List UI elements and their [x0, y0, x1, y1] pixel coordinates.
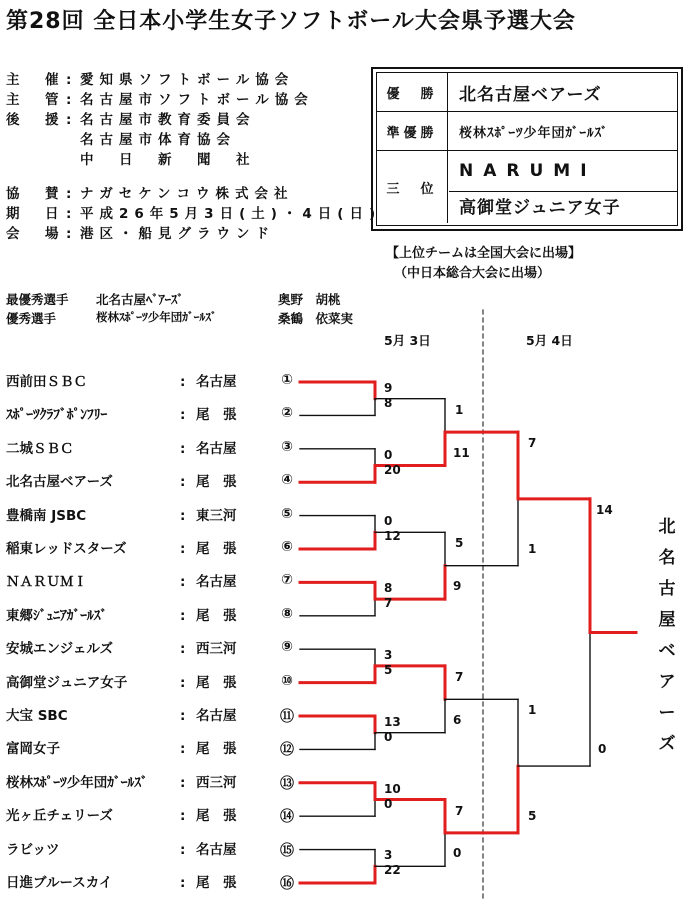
info-value: 平成26年5月3日(土)・4日(日) — [80, 206, 382, 222]
team-name: 桜林ｽﾎﾟｰﾂ少年団ｶﾞｰﾙｽﾞ — [6, 774, 148, 791]
team-colon: : — [180, 875, 186, 891]
note-national: 【上位チームは全国大会に出場】 — [386, 246, 582, 261]
score-label: 1 — [455, 402, 464, 417]
info-value: 名古屋市体育協会 — [80, 132, 236, 148]
team-name: ＮＡＲＵＭＩ — [6, 574, 87, 591]
date-day2: 5月 4日 — [526, 333, 573, 348]
score-label: 22 — [384, 863, 401, 878]
score-label: 8 — [384, 395, 393, 410]
score-label: 7 — [455, 803, 464, 818]
seed-number: ⑩ — [281, 672, 293, 689]
award-excellent-player: 桑鶴 依菜実 — [278, 311, 354, 326]
info-value: 名古屋市ソフトボール協会 — [80, 92, 314, 108]
team-name: 豊橋南 JSBC — [6, 507, 87, 524]
seed-number: ⑪ — [280, 709, 294, 725]
team-name: 日進ブルースカイ — [6, 875, 113, 891]
team-colon: : — [180, 841, 186, 858]
info-value: 港区・船見グラウンド — [80, 226, 275, 242]
third-name-1: NARUMI — [449, 151, 677, 192]
runnerup-label: 準優勝 — [377, 112, 448, 150]
score-label: 1 — [528, 703, 537, 718]
team-name: ｽﾎﾟｰﾂｸﾗﾌﾞﾎﾟﾝﾌﾘｰ — [6, 407, 108, 424]
score-label: 6 — [453, 712, 462, 727]
info-label: 協 賛 — [6, 186, 65, 202]
team-colon: : — [180, 374, 186, 390]
score-label: 0 — [598, 742, 607, 757]
champion-vertical: 北名古屋ベアーズ — [658, 517, 676, 754]
team-region: 尾 張 — [196, 808, 237, 825]
award-excellent-team: 桜林ｽﾎﾟｰﾂ少年団ｶﾞｰﾙｽﾞ — [96, 310, 217, 324]
info-colon: : — [66, 186, 72, 202]
team-region: 尾 張 — [196, 407, 237, 424]
info-colon: : — [66, 72, 72, 88]
note-central: （中日本総合大会に出場） — [394, 266, 551, 281]
score-label: 9 — [453, 579, 462, 594]
score-label: 0 — [384, 729, 393, 744]
team-name: 東郷ｼﾞｭﾆｱｶﾞｰﾙｽﾞ — [6, 607, 108, 624]
score-label: 8 — [384, 581, 393, 596]
score-label: 0 — [384, 514, 393, 529]
score-label: 12 — [384, 529, 401, 544]
info-colon: : — [66, 112, 72, 128]
winner-label: 優 勝 — [377, 73, 448, 111]
team-colon: : — [180, 474, 186, 491]
info-label: 主 催 — [6, 72, 65, 88]
seed-number: ⑥ — [281, 539, 293, 555]
seed-number: ⑮ — [280, 842, 294, 859]
seed-number: ⑨ — [281, 639, 293, 656]
score-label: 10 — [384, 781, 401, 796]
team-colon: : — [180, 774, 186, 791]
team-region: 尾 張 — [196, 741, 237, 758]
score-label: 0 — [384, 796, 393, 811]
team-name: 稲東レッドスターズ — [6, 541, 127, 557]
team-region: 尾 張 — [196, 541, 237, 557]
seed-number: ② — [281, 405, 293, 422]
winner-name: 北名古屋ベアーズ — [459, 84, 602, 105]
team-name: 北名古屋ベアーズ — [6, 474, 113, 491]
team-region: 名古屋 — [196, 708, 237, 724]
third-label: 三 位 — [377, 151, 448, 223]
score-label: 20 — [384, 462, 401, 477]
score-label: 3 — [384, 647, 393, 662]
info-label: 期 日 — [6, 206, 65, 222]
info-label: 後 援 — [6, 112, 65, 128]
info-value: 愛知県ソフトボール協会 — [80, 72, 295, 88]
info-colon: : — [66, 92, 72, 108]
seed-number: ⑧ — [281, 605, 293, 622]
team-name: ラビッツ — [6, 841, 60, 858]
score-label: 14 — [596, 502, 613, 517]
team-colon: : — [180, 541, 186, 557]
award-mvp-team: 北名古屋ﾍﾞｱｰｽﾞ — [96, 292, 184, 307]
info-value: 中 日 新 聞 社 — [80, 152, 256, 168]
seed-number: ⑦ — [281, 572, 293, 589]
score-label: 5 — [455, 536, 464, 551]
score-label: 5 — [528, 808, 537, 823]
team-colon: : — [180, 574, 186, 591]
team-region: 東三河 — [196, 507, 237, 524]
info-label: 会 場 — [6, 226, 65, 242]
team-region: 尾 張 — [196, 607, 237, 624]
date-day1: 5月 3日 — [384, 333, 431, 348]
team-name: 安城エンジェルズ — [6, 641, 113, 658]
team-name: 富岡女子 — [6, 741, 60, 758]
info-colon: : — [66, 226, 72, 242]
runnerup-name: 桜林ｽﾎﾟｰﾂ少年団ｶﾞｰﾙｽﾞ — [459, 125, 609, 141]
score-label: 1 — [528, 541, 537, 556]
score-label: 7 — [384, 596, 393, 611]
score-label: 0 — [384, 447, 393, 462]
team-region: 西三河 — [196, 774, 237, 791]
award-excellent-label: 優秀選手 — [6, 311, 57, 326]
third-name-2: 高御堂ジュニア女子 — [459, 197, 621, 218]
seed-number: ① — [281, 372, 293, 388]
team-name: 二城ＳＢＣ — [6, 440, 74, 457]
award-mvp-player: 奥野 胡桃 — [278, 292, 341, 307]
team-name: 光ヶ丘チェリーズ — [6, 808, 113, 825]
seed-number: ⑫ — [280, 742, 294, 759]
info-colon: : — [66, 206, 72, 222]
team-region: 西三河 — [196, 641, 237, 658]
team-colon: : — [180, 808, 186, 825]
team-region: 名古屋 — [196, 841, 237, 858]
team-colon: : — [180, 741, 186, 758]
team-region: 尾 張 — [196, 474, 237, 491]
team-colon: : — [180, 507, 186, 524]
seed-number: ⑤ — [281, 505, 293, 522]
team-region: 名古屋 — [196, 374, 237, 390]
team-name: 高御堂ジュニア女子 — [6, 674, 128, 691]
seed-number: ⑬ — [280, 775, 294, 792]
team-name: 西前田ＳＢＣ — [6, 374, 87, 390]
team-colon: : — [180, 607, 186, 624]
team-region: 尾 張 — [196, 674, 237, 691]
team-colon: : — [180, 407, 186, 424]
page-title: 第28回 全日本小学生女子ソフトボール大会県予選大会 — [6, 9, 576, 34]
seed-number: ④ — [281, 472, 293, 489]
score-label: 7 — [528, 436, 537, 451]
team-region: 尾 張 — [196, 875, 237, 891]
info-value: ナガセケンコウ株式会社 — [80, 186, 294, 202]
info-value: 名古屋市教育委員会 — [80, 112, 256, 128]
team-colon: : — [180, 641, 186, 658]
seed-number: ⑭ — [280, 809, 294, 826]
score-label: 7 — [455, 669, 464, 684]
team-colon: : — [180, 708, 186, 724]
seed-number: ⑯ — [280, 876, 294, 892]
team-region: 名古屋 — [196, 574, 237, 591]
score-label: 11 — [453, 445, 470, 460]
score-label: 0 — [453, 846, 462, 861]
score-label: 5 — [384, 662, 393, 677]
team-name: 大宝 SBC — [6, 708, 68, 724]
team-region: 名古屋 — [196, 440, 237, 457]
score-label: 9 — [384, 380, 393, 395]
info-label: 主 管 — [6, 92, 65, 108]
team-colon: : — [180, 440, 186, 457]
award-mvp-label: 最優秀選手 — [6, 292, 69, 307]
score-label: 3 — [384, 848, 393, 863]
team-colon: : — [180, 674, 186, 691]
score-label: 13 — [384, 714, 401, 729]
seed-number: ③ — [281, 438, 293, 455]
